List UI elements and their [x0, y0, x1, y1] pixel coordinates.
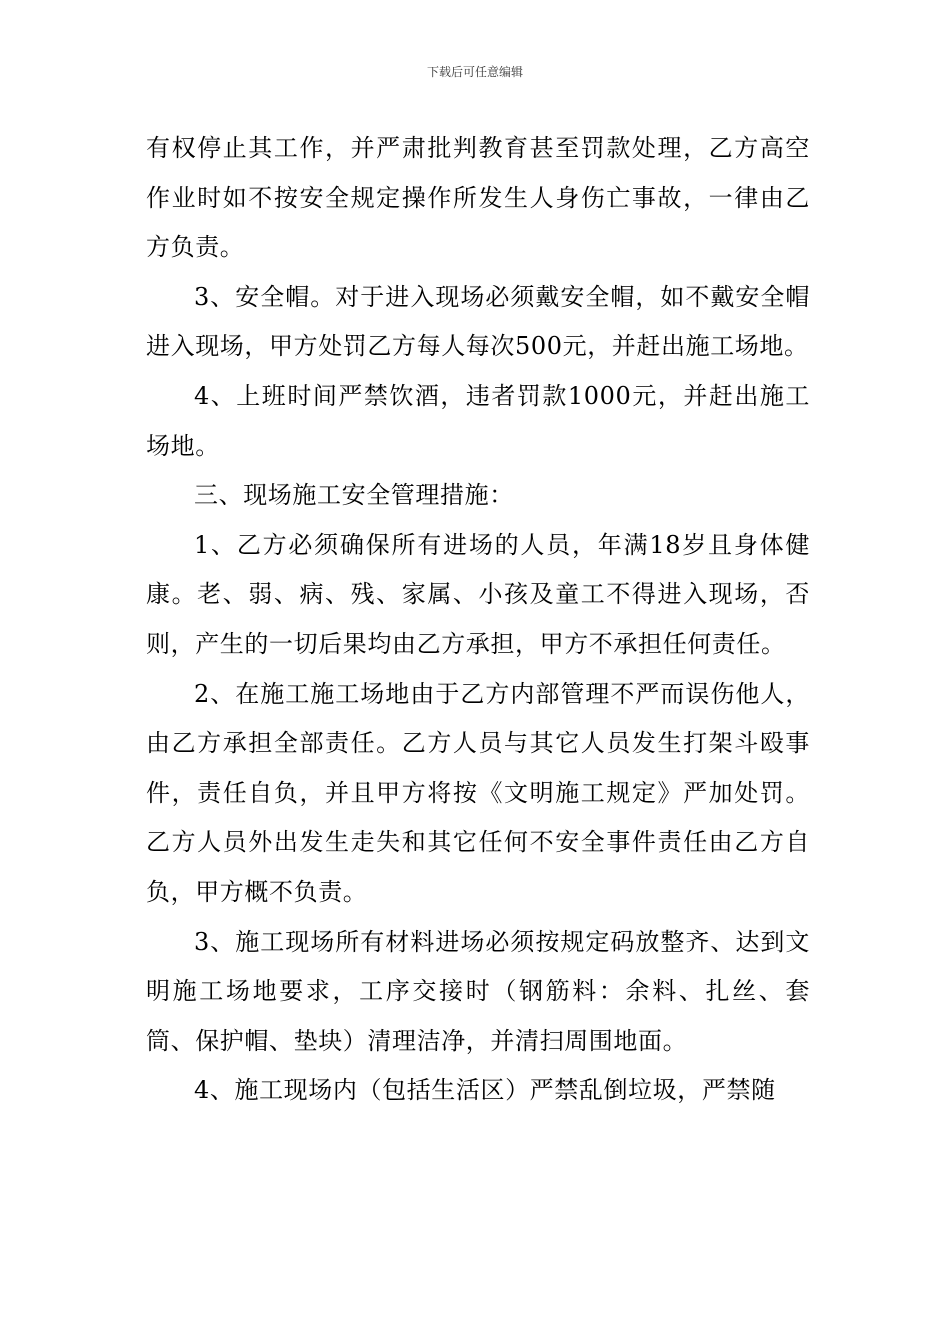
- paragraph-materials: 3、施工现场所有材料进场必须按规定码放整齐、达到文明施工场地要求，工序交接时（钢筋料：余料、扎丝、套筒、保护帽、垫块）清理洁净，并清扫周围地面。: [146, 927, 810, 1055]
- page-header-note: 下载后可任意编辑: [426, 65, 523, 79]
- paragraph-liability: 2、在施工施工场地由于乙方内部管理不严而误伤他人，由乙方承担全部责任。乙方人员与其它人员发生打架斗殴事件，责任自负，并且甲方将按《文明施工规定》严加处罚。乙方人员外出发生走失和其它任何不安全事件责任由乙方自负，甲方概不负责。: [146, 679, 810, 906]
- paragraph-safety-helmet: 3、安全帽。对于进入现场必须戴安全帽，如不戴安全帽进入现场，甲方处罚乙方每人每次500元，并赶出施工场地。: [146, 282, 810, 361]
- paragraph-continuation: 有权停止其工作，并严肃批判教育甚至罚款处理，乙方高空作业时如不按安全规定操作所发生人身伤亡事故，一律由乙方负责。: [146, 134, 810, 262]
- paragraph-no-drinking: 4、上班时间严禁饮酒，违者罚款1000元，并赶出施工场地。: [146, 381, 810, 460]
- section-heading-site-safety: 三、现场施工安全管理措施：: [194, 481, 514, 510]
- document-body: [146, 124, 810, 1116]
- paragraph-garbage: 4、施工现场内（包括生活区）严禁乱倒垃圾，严禁随: [194, 1076, 776, 1105]
- paragraph-personnel-requirements: 1、乙方必须确保所有进场的人员，年满18岁且身体健康。老、弱、病、残、家属、小孩及童工不得进入现场，否则，产生的一切后果均由乙方承担，甲方不承担任何责任。: [146, 530, 810, 658]
